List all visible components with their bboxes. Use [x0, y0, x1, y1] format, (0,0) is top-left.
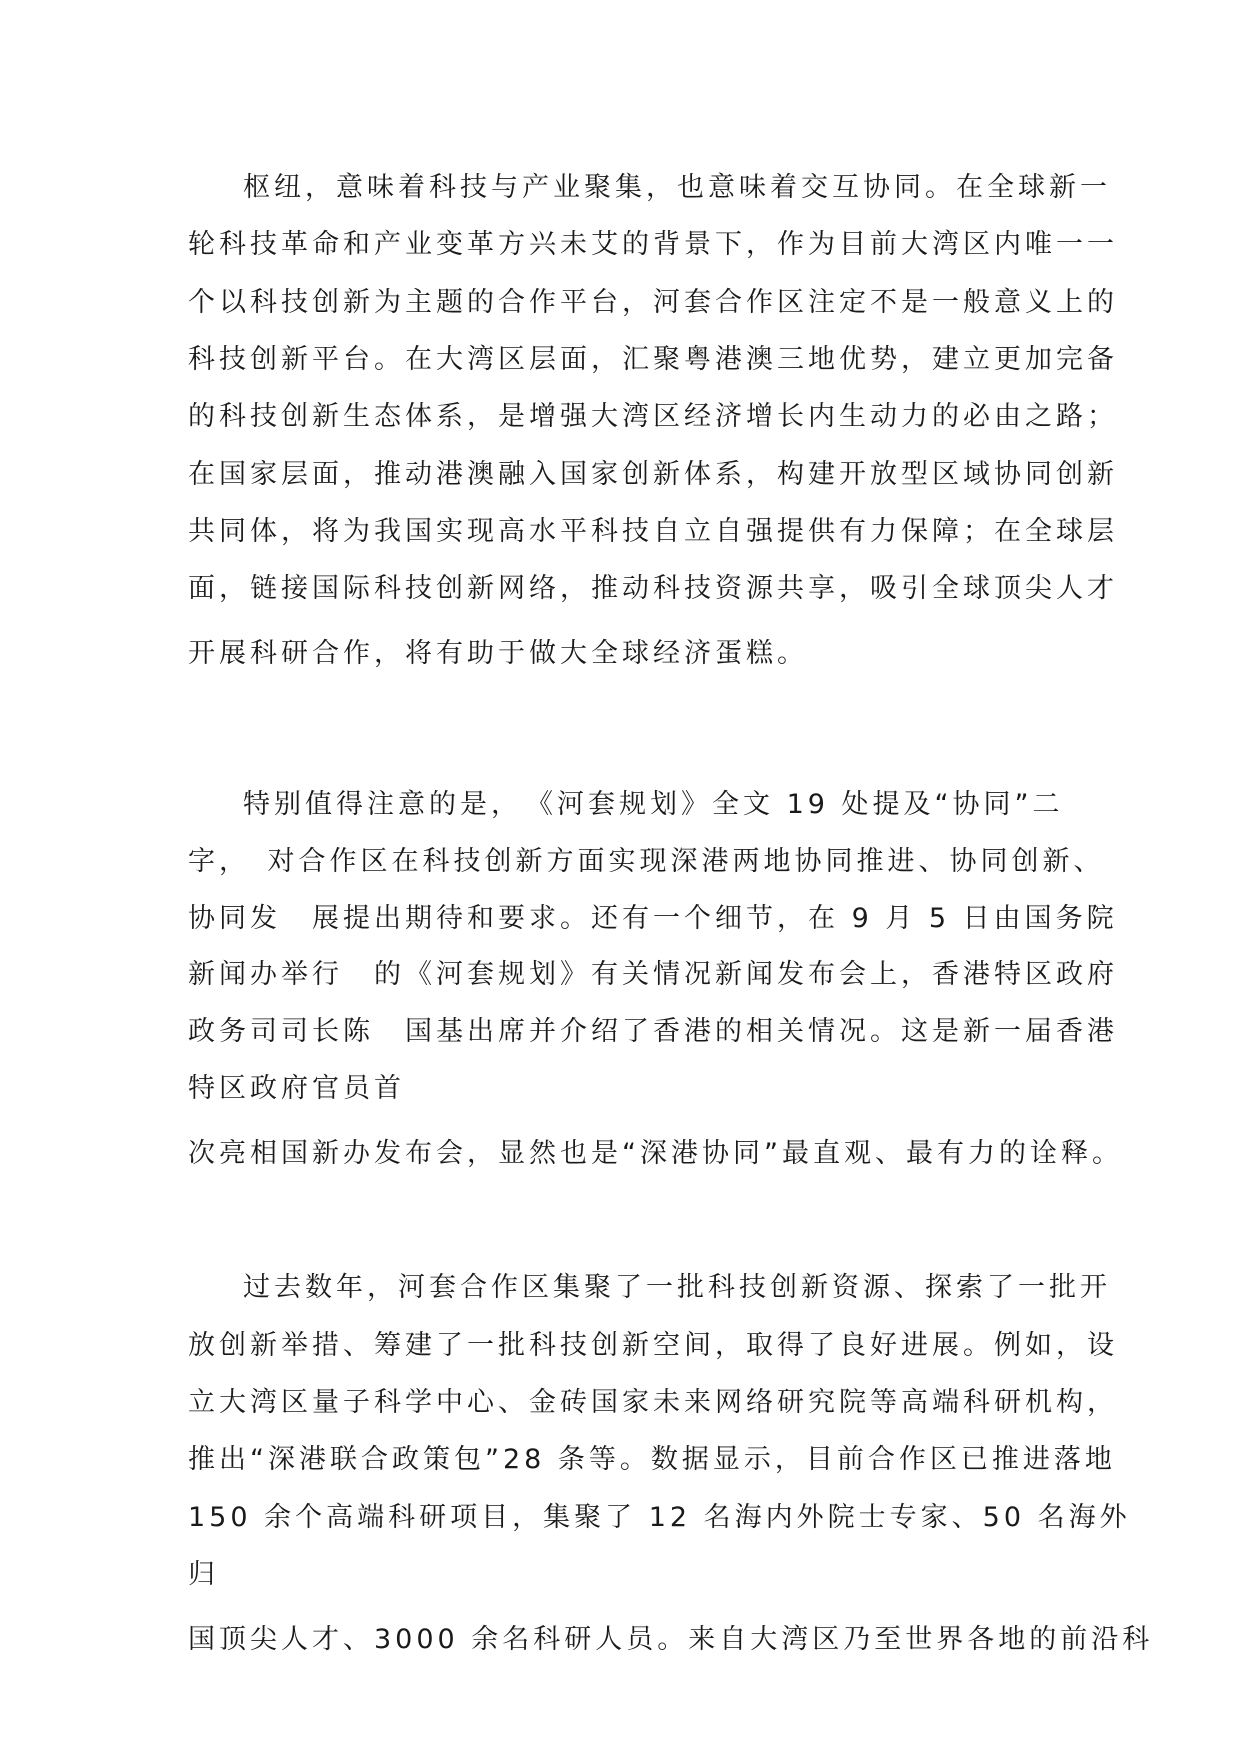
paragraph-2-line-6: 特区政府官员首 — [188, 1073, 405, 1104]
paragraph-1-line-3: 个以科技创新为主题的合作平台，河套合作区注定不是一般意义上的 — [188, 287, 1118, 318]
paragraph-2-line-1: 特别值得注意的是， 《河套规划》全文 19 处提及“协同”二 — [243, 789, 1064, 820]
paragraph-1-line-9: 开展科研合作，将有助于做大全球经济蛋糕。 — [188, 638, 808, 669]
paragraph-1-line-6: 在国家层面，推动港澳融入国家创新体系，构建开放型区域协同创新 — [188, 459, 1118, 490]
paragraph-3-line-5: 150 余个高端科研项目，集聚了 12 名海内外院士专家、50 名海外 — [188, 1502, 1131, 1533]
paragraph-1-line-1: 枢纽，意味着科技与产业聚集，也意味着交互协同。在全球新一 — [243, 172, 1111, 203]
paragraph-3-line-2: 放创新举措、筹建了一批科技创新空间，取得了良好进展。例如，设 — [188, 1330, 1118, 1361]
paragraph-3-line-4: 推出“深港联合政策包”28 条等。数据显示，目前合作区已推进落地 — [188, 1444, 1116, 1475]
paragraph-2-line-7: 次亮相国新办发布会，显然也是“深港协同”最直观、最有力的诠释。 — [188, 1138, 1123, 1169]
paragraph-1-line-8: 面，链接国际科技创新网络，推动科技资源共享，吸引全球顶尖人才 — [188, 573, 1118, 604]
paragraph-2-line-2: 字， 对合作区在科技创新方面实现深港两地协同推进、协同创新、 — [188, 846, 1105, 877]
paragraph-1-line-7: 共同体，将为我国实现高水平科技自立自强提供有力保障；在全球层 — [188, 516, 1118, 547]
paragraph-2-line-4: 新闻办举行 的《河套规划》有关情况新闻发布会上，香港特区政府 — [188, 959, 1118, 990]
paragraph-3-line-6: 归 — [188, 1559, 219, 1590]
paragraph-1-line-4: 科技创新平台。在大湾区层面，汇聚粤港澳三地优势，建立更加完备 — [188, 344, 1118, 375]
paragraph-3-line-3: 立大湾区量子科学中心、金砖国家未来网络研究院等高端科研机构， — [188, 1387, 1118, 1418]
paragraph-3-line-1: 过去数年，河套合作区集聚了一批科技创新资源、探索了一批开 — [243, 1272, 1111, 1303]
paragraph-2-line-5: 政务司司长陈 国基出席并介绍了香港的相关情况。这是新一届香港 — [188, 1016, 1118, 1047]
paragraph-3-line-7: 国顶尖人才、3000 余名科研人员。来自大湾区乃至世界各地的前沿科 — [188, 1624, 1154, 1655]
paragraph-2-line-3: 协同发 展提出期待和要求。还有一个细节，在 9 月 5 日由国务院 — [188, 903, 1118, 934]
paragraph-1-line-2: 轮科技革命和产业变革方兴未艾的背景下，作为目前大湾区内唯一一 — [188, 229, 1118, 260]
paragraph-1-line-5: 的科技创新生态体系，是增强大湾区经济增长内生动力的必由之路； — [188, 401, 1118, 432]
